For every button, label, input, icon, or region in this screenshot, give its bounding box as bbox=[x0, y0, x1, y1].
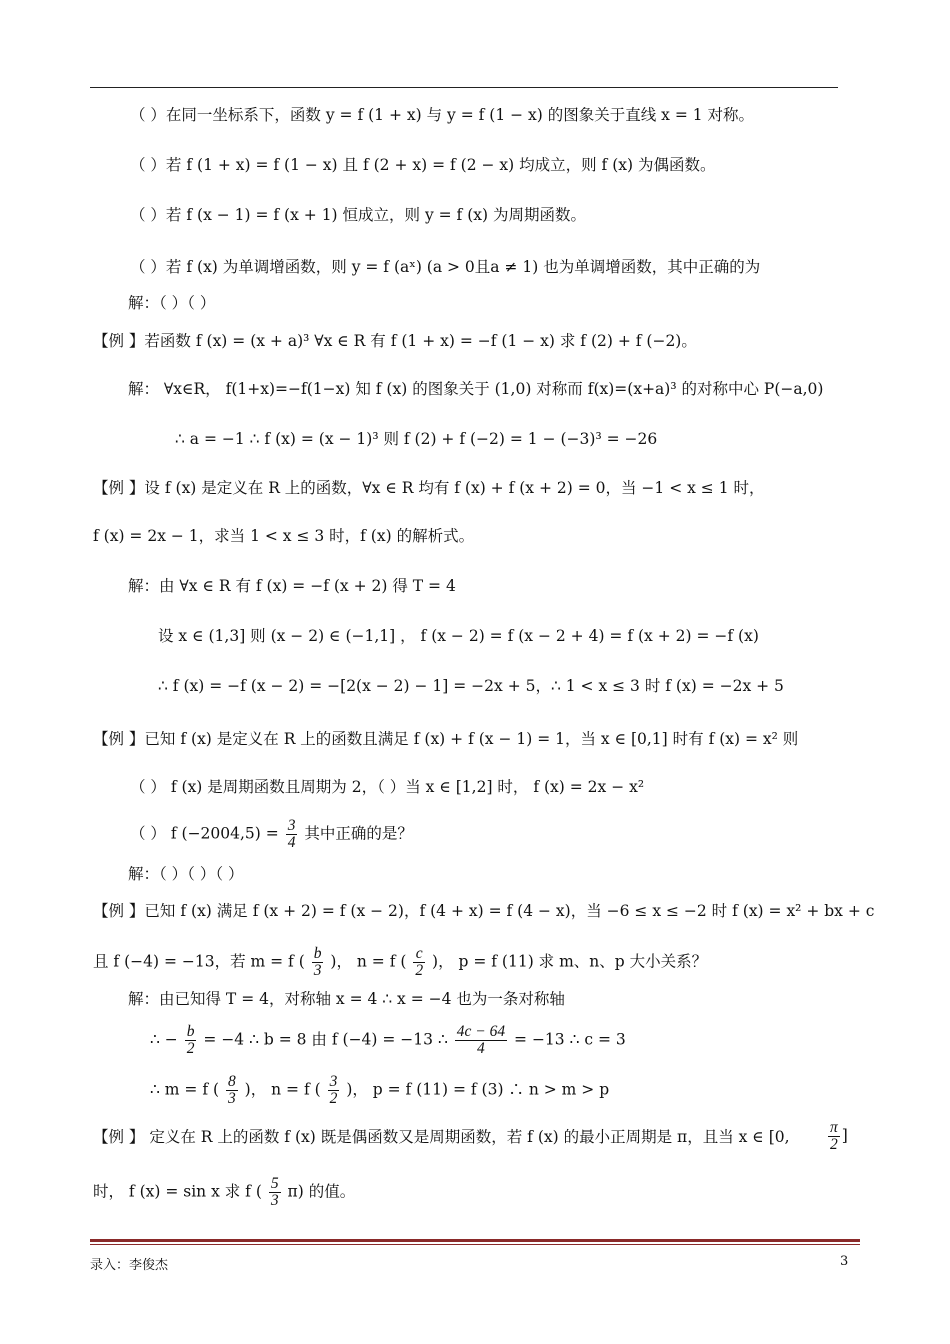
ex4-line2 bbox=[93, 946, 707, 979]
frac-num: 5 bbox=[270, 1175, 279, 1192]
text-line: （ ）若 f (x) 为单调增函数，则 y = f (aˣ) (a > 0且a ≠ 1) 也为单调增函数，其中正确的为 bbox=[130, 258, 761, 276]
text-line: （ ）在同一坐标系下，函数 y = f (1 + x) 与 y = f (1 − x) 的图象关于直线 x = 1 对称。 bbox=[130, 106, 755, 124]
ex4-s1-a: ∴ − bbox=[150, 1030, 178, 1049]
text-line: 【例 】 定义在 R 上的函数 f (x) 既是偶函数又是周期函数，若 f (x) 的最小正周期是 π，且当 x ∈ [0, bbox=[93, 1128, 790, 1146]
ex5-line2-a: 时， f (x) = sin x 求 f ( bbox=[93, 1182, 262, 1201]
text-line: （ ） f (x) 是周期函数且周期为 2，（ ）当 x ∈ [1,2] 时， f (x) = 2x − x² bbox=[130, 778, 645, 796]
footer-author: 录入：李俊杰 bbox=[90, 1258, 169, 1273]
ex4-step1 bbox=[150, 1024, 626, 1057]
frac-num: 3 bbox=[329, 1073, 338, 1090]
text-line: （ ）若 f (x − 1) = f (x + 1) 恒成立，则 y = f (x) 为周期函数。 bbox=[130, 206, 586, 224]
fraction-c-2 bbox=[413, 946, 425, 979]
frac-den: 4 bbox=[287, 834, 296, 851]
frac-den: 3 bbox=[270, 1192, 279, 1209]
text-line: 设 x ∈ (1,3] 则 (x − 2) ∈ (−1,1] ， f (x − 2) = f (x − 2 + 4) = f (x + 2) = −f (x) bbox=[158, 627, 759, 645]
text-line: ∴ a = −1 ∴ f (x) = (x − 1)³ 则 f (2) + f (−2) = 1 − (−3)³ = −26 bbox=[175, 430, 658, 448]
text-line: 解： ∀x∈R， f(1+x)=−f(1−x) 知 f (x) 的图象关于 (1,0) 对称而 f(x)=(x+a)³ 的对称中心 P(−a,0) bbox=[128, 380, 824, 398]
ex4-line2-c: )， p = f (11) 求 m、n、p 大小关系？ bbox=[432, 952, 708, 971]
text-line: 解：（ ）（ ） bbox=[128, 294, 216, 312]
text-line: f (x) = 2x − 1，求当 1 < x ≤ 3 时，f (x) 的解析式。 bbox=[93, 527, 475, 545]
text-line: 解：由已知得 T = 4，对称轴 x = 4 ∴ x = −4 也为一条对称轴 bbox=[128, 990, 565, 1008]
text-line: 【例 】若函数 f (x) = (x + a)³ ∀x ∈ R 有 f (1 + x) = −f (1 − x) 求 f (2) + f (−2)。 bbox=[93, 332, 697, 350]
ex4-s1-c: = −13 ∴ c = 3 bbox=[514, 1030, 626, 1049]
ex4-line2-a: 且 f (−4) = −13，若 m = f ( bbox=[93, 952, 305, 971]
text-line: （ ）若 f (1 + x) = f (1 − x) 且 f (2 + x) = f (2 − x) 均成立，则 f (x) 为偶函数。 bbox=[130, 156, 716, 174]
ex4-s2-a: ∴ m = f ( bbox=[150, 1080, 220, 1099]
fraction-b-2 bbox=[185, 1024, 197, 1057]
frac-num: π bbox=[830, 1119, 838, 1136]
frac-num: 4c − 64 bbox=[456, 1023, 506, 1040]
fraction-4c-64 bbox=[455, 1024, 507, 1057]
frac-num: 3 bbox=[287, 817, 296, 834]
ex4-s2-c: )， p = f (11) = f (3) ∴ n > m > p bbox=[346, 1080, 610, 1099]
fraction-3-2 bbox=[328, 1074, 340, 1107]
footer-rule-thin bbox=[90, 1244, 860, 1245]
fraction-8-3 bbox=[226, 1074, 238, 1107]
frac-den: 2 bbox=[415, 962, 424, 979]
text-line: 【例 】设 f (x) 是定义在 R 上的函数，∀x ∈ R 均有 f (x) + f (x + 2) = 0，当 −1 < x ≤ 1 时， bbox=[93, 479, 765, 497]
ex3c-pre: （ ） f (−2004,5) = bbox=[130, 824, 279, 843]
bracket-close: ] bbox=[841, 1126, 848, 1145]
frac-den: 2 bbox=[830, 1136, 838, 1153]
footer-rule-thick bbox=[90, 1239, 860, 1242]
text-line: 【例 】已知 f (x) 是定义在 R 上的函数且满足 f (x) + f (x − 1) = 1，当 x ∈ [0,1] 时有 f (x) = x² 则 bbox=[93, 730, 799, 748]
ex4-step2 bbox=[150, 1074, 609, 1107]
fraction-5-3 bbox=[269, 1176, 281, 1209]
fraction-b-3 bbox=[312, 946, 324, 979]
header-rule bbox=[90, 87, 838, 88]
page-number: 3 bbox=[840, 1254, 849, 1269]
ex3-item3 bbox=[130, 818, 413, 851]
frac-num: b bbox=[186, 1023, 195, 1040]
ex4-s2-b: )， n = f ( bbox=[244, 1080, 321, 1099]
frac-num: c bbox=[413, 946, 425, 963]
ex3c-post: 其中正确的是？ bbox=[304, 824, 413, 843]
text-line: 【例 】已知 f (x) 满足 f (x + 2) = f (x − 2)，f (4 + x) = f (4 − x)，当 −6 ≤ x ≤ −2 时 f (x) = x² + bx + c bbox=[93, 902, 875, 920]
frac-den: 2 bbox=[186, 1040, 195, 1057]
fraction-three-quarters bbox=[286, 818, 298, 851]
frac-num: b bbox=[313, 945, 322, 962]
text-line: 解：（ ）（ ）（ ） bbox=[128, 865, 244, 883]
ex5-line1-end bbox=[826, 1120, 848, 1153]
text-line: 解：由 ∀x ∈ R 有 f (x) = −f (x + 2) 得 T = 4 bbox=[128, 577, 456, 595]
ex4-line2-b: )， n = f ( bbox=[330, 952, 407, 971]
text-line: ∴ f (x) = −f (x − 2) = −[2(x − 2) − 1] = −2x + 5，∴ 1 < x ≤ 3 时 f (x) = −2x + 5 bbox=[158, 677, 784, 695]
frac-den: 4 bbox=[477, 1040, 485, 1057]
frac-den: 3 bbox=[227, 1090, 236, 1107]
frac-den: 2 bbox=[329, 1090, 338, 1107]
frac-num: 8 bbox=[227, 1073, 236, 1090]
ex4-s1-b: = −4 ∴ b = 8 由 f (−4) = −13 ∴ bbox=[203, 1030, 448, 1049]
frac-den: 3 bbox=[313, 962, 322, 979]
ex5-line2-b: π) 的值。 bbox=[287, 1182, 356, 1201]
ex5-line2 bbox=[93, 1176, 355, 1209]
fraction-pi-2 bbox=[828, 1120, 840, 1153]
